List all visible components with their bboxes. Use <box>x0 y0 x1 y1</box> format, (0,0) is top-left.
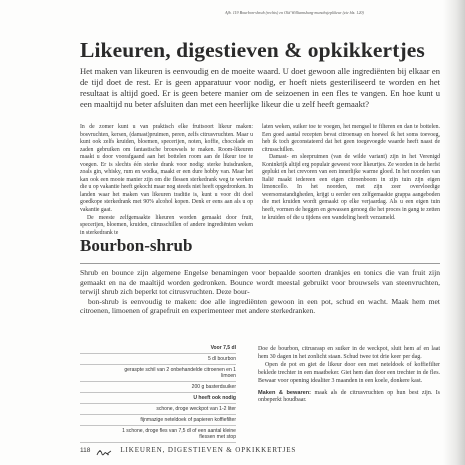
storage-text: maak als de citrusvruchten op hun best zijn. Is onbeperkt houdbaar. <box>258 389 440 404</box>
ingredient-text: 200 g basterdsuiker <box>191 383 236 390</box>
ingredient-row <box>80 382 236 393</box>
ingredient-text: 1 schone, droge fles van 7,5 dl of een aantal kleine flessen met stop <box>122 427 236 440</box>
recipe-intro-paragraph: Shrub en bounce zijn algemene Engelse benamingen voor bepaalde soorten drankjes en tonics die van fruit zijn gemaakt en na de maaltijd worden gedronken. Bounce wordt meestal gebruikt voor brouwsels van steenvruchten, terwijl shrub zich beperkt tot citrusvruchten. Deze bour- <box>80 268 440 296</box>
method-step: Doe de bourbon, citrusrasp en suiker in de weckpot, sluit hem af en laat hem 30 dagen in het zonlicht staan. Schud twee tot drie keer per dag. <box>258 346 440 360</box>
ingredient-row <box>80 354 236 365</box>
body-column-right <box>262 124 440 222</box>
body-paragraph: laten weken, suiker toe te voegen, het mengsel te filteren en dan te bottelen. Een goed aantal recepten bevat citroensap en hoewel ik het soms toevoeg, heb ik toch geconstateerd dat het geen toegevoegde waarde heeft naast de citrusschillen. <box>262 124 440 153</box>
storage-label: Maken & bewaren: <box>258 389 312 396</box>
recipe-intro <box>80 268 440 316</box>
ingredient-row <box>80 415 236 426</box>
ingredient-text: schone, droge weckpot van 1-2 liter <box>156 405 236 412</box>
running-footer-title: LIKEUREN, DIGESTIEVEN & OPKIKKERTJES <box>120 446 297 454</box>
ingredient-text: U heeft ook nodig <box>193 394 236 401</box>
body-paragraph: Damast- en sleepruimen (van de wilde variant) zijn in het Verenigd Koninkrijk altijd erg populair geweest voor likeurtjes. Ze worden in de herfst geplukt en het crevoren van een innerlijke warme gloed. In het noorden van Italië maakt iedereen een eigen citroenboom in zijn tuin zijn eigen limoncello. In het noorden, met zijn zeer overvloedige weersomstandigheden, krijgt u eerder een zelfgemaakte grappa aangeboden die met kruiden wordt gemaakt op elke verjaardag. Als u een eigen tuin heeft, vormen de heggen en gewassen genoeg die het proces in gang te zetten te kruiden of die u tijdens een wandeling heeft verzameld. <box>262 154 440 221</box>
ingredient-text: 5 dl bourbon <box>207 355 236 362</box>
ingredient-list <box>80 343 236 443</box>
ingredient-text: Voor 7,5 dl <box>210 344 236 351</box>
page-number: 118 <box>80 446 91 454</box>
figure-caption: Afb. 119 Bourbon-shrub (rechts) en Old Williamsburg-munchsjeplikeur (zie blz. 120) <box>225 10 364 15</box>
body-column-left <box>80 124 253 237</box>
chapter-intro: Het maken van likeuren is eenvoudig en de moeite waard. U doet gewoon alle ingrediënten bij elkaar en de tijd doet de rest. Er is geen apparatuur voor nodig, er hoeft niets gesteriliseerd te worden en het resultaat is altijd goed. Er is geen betere manier om de seizoenen in een fles te vangen. En hoe kunt u een maaltijd nu beter afsluiten dan met een heerlijke likeur die u zelf heeft gemaakt? <box>80 66 440 110</box>
recipe-intro-paragraph: bon-shrub is eenvoudig te maken: doe alle ingrediënten gewoon in een pot, schud en wacht. Maak hem met citroenen, limoenen of grapefruit en experimenteer met andere sterkedranken. <box>80 296 440 315</box>
body-paragraph: De meeste zelfgemaakte likeuren worden gemaakt door fruit, specerijen, bloemen, kruiden, citrusschillen of andere ingrediënten weken in sterkedrank te <box>80 214 253 236</box>
page-footer <box>80 444 440 456</box>
ingredient-text: fijnmazige neteldoek of papieren koffiefilter <box>140 416 236 423</box>
publisher-logo-icon <box>96 445 112 455</box>
ingredient-row <box>80 426 236 443</box>
method-step: Open de pot en giet de likeur door een met neteldoek of koffiefilter beklede trechter in een maatbeker. Giet hem dan door een trechter in de fles. Bewaar voor opening idealiter 3 maanden in een koele, donkere kast. <box>258 361 440 384</box>
storage-note <box>258 390 440 406</box>
recipe-title: Bourbon-shrub <box>80 236 193 255</box>
recipe-title-rule <box>80 263 440 264</box>
ingredient-text: geraspte schil van 2 onbehandelde citroenen en 1 limoen <box>124 366 236 379</box>
body-paragraph: In de zomer kunt u van praktisch elke fruitsoort likeur maken: bosvruchten, kersen, (damast)pruimen, peren, zelfs citrusvruchten. Maar u kunt ook zelfs kruiden, bloemen, specerijen, noten, koffie, chocolade en zaden gebruiken om fantastische brouwsels te maken. Room-likeuren maakt u door voorafgaand aan het bottelen room aan de likeur toe te voegen. Er is slechts één sterke drank voor nodig: sterke huisdranken, zoals gin, whisky, rum en wodka, maakt er een dure hobby van. Maar het kan ook een mooie manier zijn om die flessen sterkedrank weg te werken die u op vakantie heeft gekocht maar nog steeds niet heeft opgedronken. In landen waar het maken van likeuren traditie is, kunt u voor dit doel goedkope sterkedrank met 90% alcohol kopen. Denk er eens aan als u op vakantie gaat. <box>80 124 253 214</box>
ingredient-row <box>80 343 236 354</box>
chapter-title: Likeuren, digestieven & opkikkertjes <box>80 38 425 62</box>
ingredient-row <box>80 404 236 415</box>
recipe-method <box>258 346 440 405</box>
ingredient-row <box>80 393 236 404</box>
ingredient-row <box>80 365 236 382</box>
page-gutter-shadow <box>443 0 465 465</box>
